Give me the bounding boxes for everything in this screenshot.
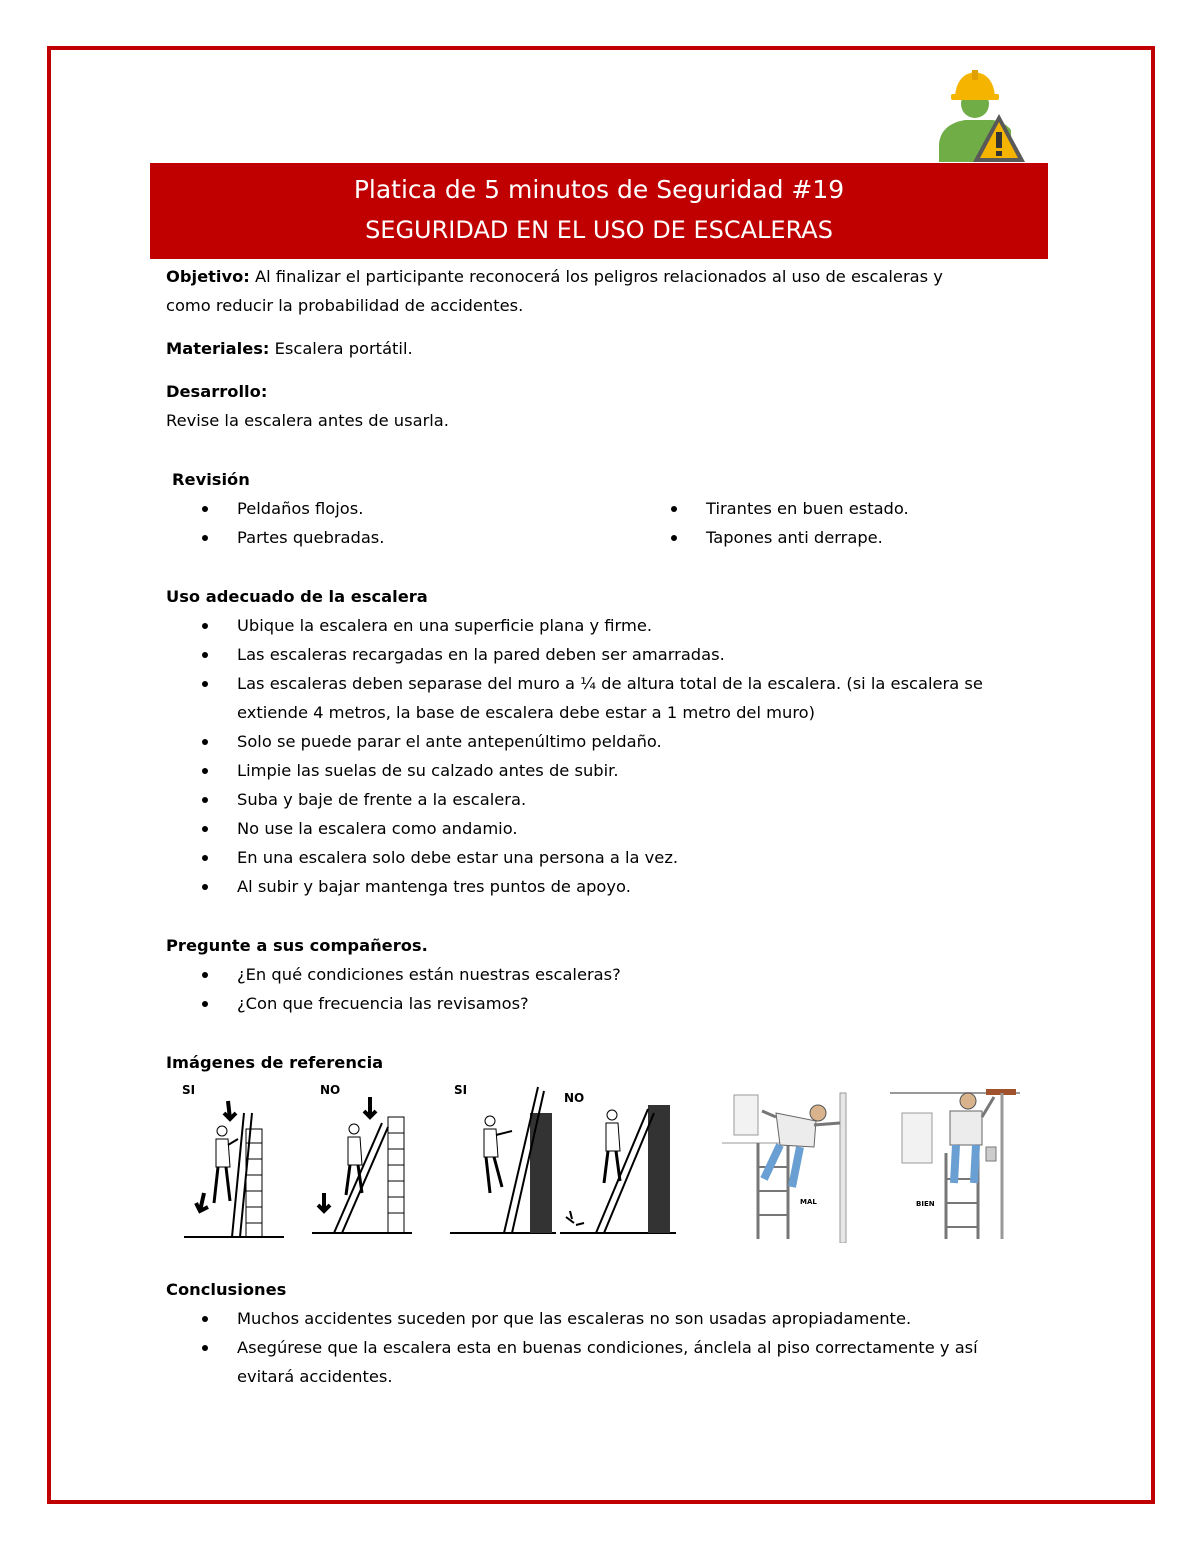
worker-warning-icon	[935, 66, 1027, 164]
figure-label: NO	[320, 1083, 341, 1097]
revision-title: Revisión	[172, 470, 250, 489]
list-item: Asegúrese que la escalera esta en buenas condiciones, ánclela al piso correctamente y así evitará accidentes.	[166, 1333, 1046, 1391]
list-item: ¿Con que frecuencia las revisamos?	[166, 989, 1046, 1018]
pregunte-title: Pregunte a sus compañeros.	[166, 936, 428, 955]
figure-label: NO	[564, 1091, 585, 1105]
materiales-text: Escalera portátil.	[269, 339, 413, 358]
uso-list	[166, 611, 1046, 901]
imagenes-title: Imágenes de referencia	[166, 1053, 384, 1072]
list-item: No use la escalera como andamio.	[166, 814, 1046, 843]
ladder-figure-no-2	[560, 1083, 680, 1243]
list-item: Peldaños flojos.	[166, 494, 635, 523]
figure-label: MAL	[800, 1198, 817, 1206]
list-item: Ubique la escalera en una superficie plana y firme.	[166, 611, 1046, 640]
conclusiones-title: Conclusiones	[166, 1280, 287, 1299]
list-item: Solo se puede parar el ante antepenúltimo peldaño.	[166, 727, 1046, 756]
ladder-figure-bien	[890, 1083, 1020, 1243]
figure-label: SI	[454, 1083, 468, 1097]
desarrollo-text: Revise la escalera antes de usarla.	[166, 411, 449, 430]
page-title: Platica de 5 minutos de Seguridad #19	[353, 175, 845, 204]
objetivo-text: Al finalizar el participante reconocerá los peligros relacionados al uso de escaleras y	[249, 267, 943, 286]
list-item: Suba y baje de frente a la escalera.	[166, 785, 1046, 814]
title-banner	[150, 163, 1048, 259]
list-item: Partes quebradas.	[166, 523, 635, 552]
document-body	[166, 262, 1046, 1391]
desarrollo-label: Desarrollo:	[166, 382, 268, 401]
conclusiones-list	[166, 1304, 1046, 1391]
reference-images	[166, 1083, 1046, 1243]
objetivo-text-cont: como reducir la probabilidad de accidentes.	[166, 296, 524, 315]
list-item: En una escalera solo debe estar una persona a la vez.	[166, 843, 1046, 872]
figure-label: BIEN	[916, 1200, 935, 1208]
list-item: Al subir y bajar mantenga tres puntos de apoyo.	[166, 872, 1046, 901]
list-item: ¿En qué condiciones están nuestras escaleras?	[166, 960, 1046, 989]
list-item: Tapones anti derrape.	[635, 523, 1035, 552]
page-subtitle: SEGURIDAD EN EL USO DE ESCALERAS	[365, 216, 833, 244]
list-item: Las escaleras deben separase del muro a ¼ de altura total de la escalera. (si la escalera se extiende 4 metros, la base de escalera debe estar a 1 metro del muro)	[166, 669, 1046, 727]
ladder-figure-si-2	[450, 1083, 560, 1243]
revision-list	[166, 494, 1046, 552]
objetivo-label: Objetivo:	[166, 267, 250, 286]
list-item: Limpie las suelas de su calzado antes de subir.	[166, 756, 1046, 785]
list-item: Las escaleras recargadas en la pared deben ser amarradas.	[166, 640, 1046, 669]
materiales-paragraph	[166, 334, 1046, 363]
pregunte-list	[166, 960, 1046, 1018]
figure-label: SI	[182, 1083, 196, 1097]
materiales-label: Materiales:	[166, 339, 270, 358]
ladder-figure-no-1	[310, 1083, 420, 1243]
uso-title: Uso adecuado de la escalera	[166, 587, 428, 606]
objetivo-paragraph	[166, 262, 1046, 291]
list-item: Muchos accidentes suceden por que las escaleras no son usadas apropiadamente.	[166, 1304, 1046, 1333]
ladder-figure-mal	[722, 1083, 852, 1243]
list-item: Tirantes en buen estado.	[635, 494, 1035, 523]
ladder-figure-si-1	[180, 1083, 290, 1243]
